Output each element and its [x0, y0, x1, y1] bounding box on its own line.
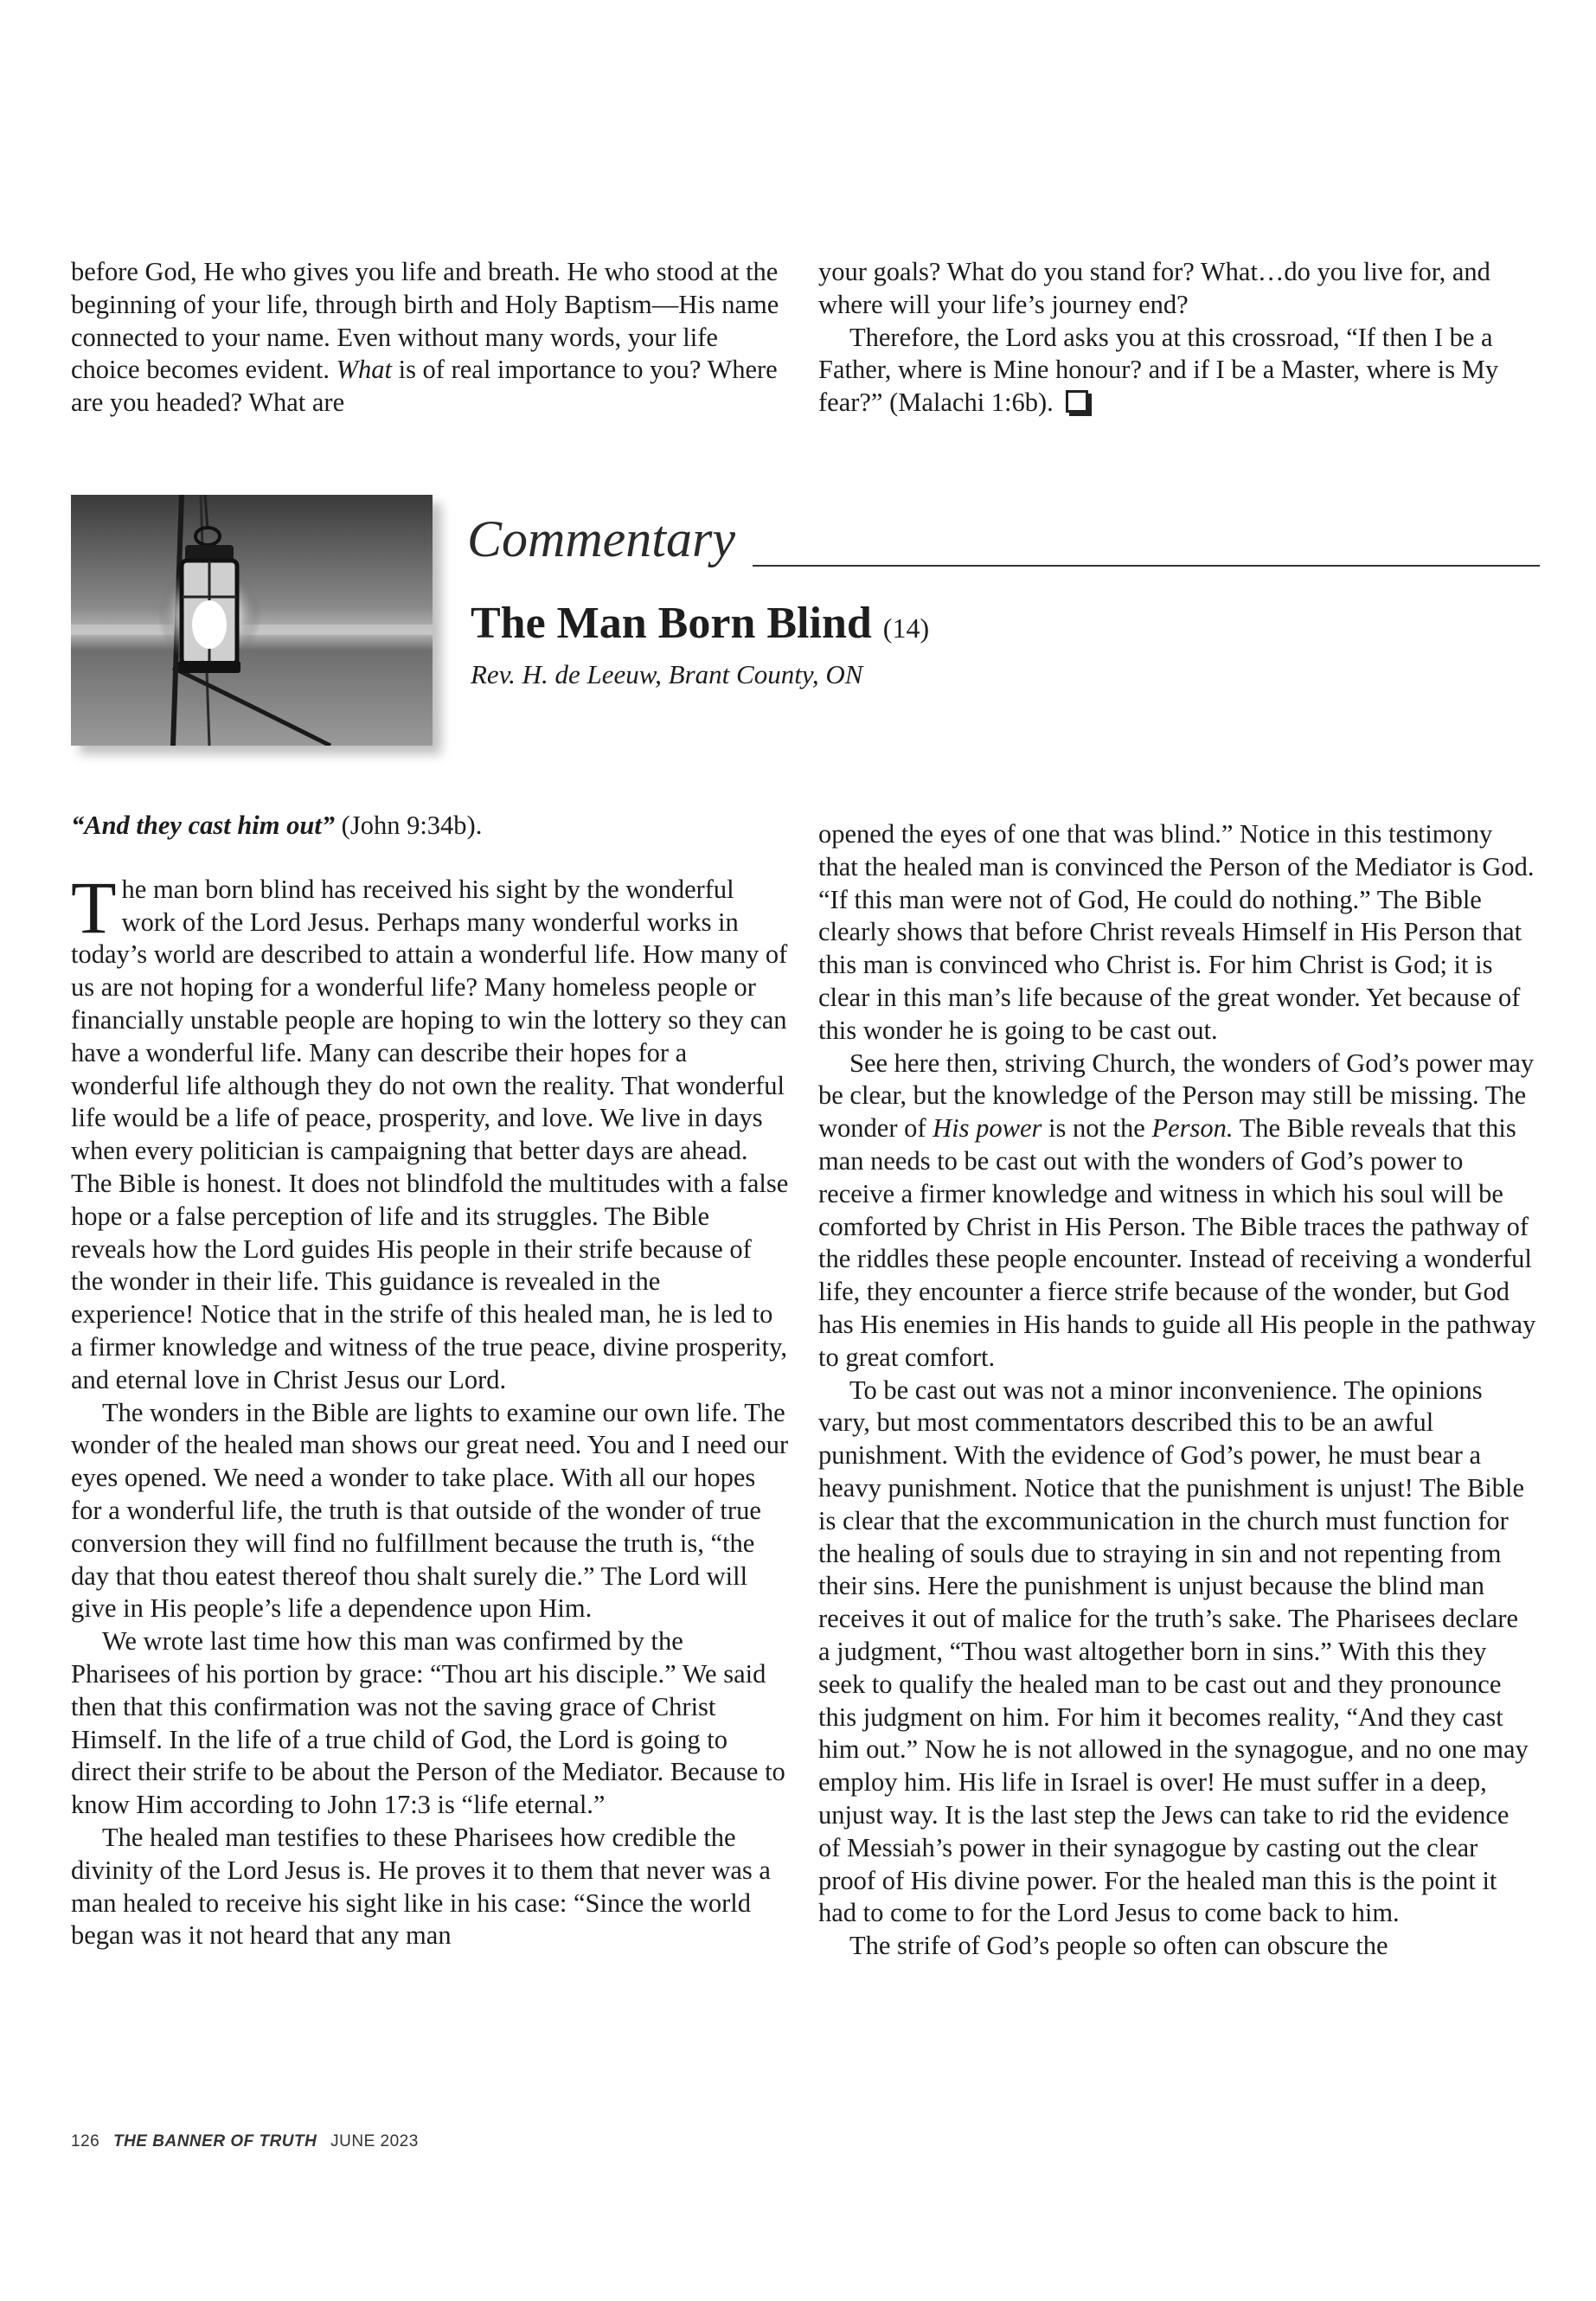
article-byline: Rev. H. de Leeuw, Brant County, ON	[471, 659, 863, 689]
article-paragraph: The healed man testifies to these Pharisees how credible the divinity of the Lord Jesus is. He proves it to them that never was a man healed to receive his sight like in his case: “Since the world began was it not heard that any man	[71, 1822, 771, 1951]
page-number: 126	[71, 2132, 100, 2150]
article-paragraph: The strife of God’s people so often can obscure the	[849, 1931, 1388, 1961]
article-paragraph: The wonders in the Bible are lights to examine our own life. The wonder of the healed man shows our great need. You and I need our eyes opened. We need a wonder to take place. With all our hopes for a wonderful life, the truth is that outside of the wonder of true conversion they will find no fulfillment because the truth is, “the day that thou eatest thereof thou shalt surely die.” The Lord will give in His people’s life a dependence upon Him.	[71, 1397, 789, 1624]
prev-article-paragraph: before God, He who gives you life and breath. He who stood at the beginning of your life, through birth and Holy Baptism—His name connected to your name. Even without many words, your life choice becomes evident. What is of real importance to you? Where are you headed? What are	[71, 257, 779, 418]
article-title	[471, 597, 929, 655]
article-right-column	[818, 818, 1536, 1963]
magazine-name: THE BANNER OF TRUTH	[112, 2132, 317, 2150]
verse-quote: “And they cast him out”	[71, 811, 336, 840]
section-label	[467, 509, 1540, 569]
section-rule	[753, 565, 1540, 567]
article-part-number: (14)	[882, 612, 930, 644]
article-paragraph: We wrote last time how this man was confirmed by the Pharisees of his portion by grace: “Thou art his disciple.” We said then that this confirmation was not the saving grace of Christ Himself. In the life of a true child of God, the Lord is going to direct their strife to be about the Person of the Mediator. Because to know Him according to John 17:3 is “life eternal.”	[71, 1626, 785, 1820]
end-of-article-icon	[1066, 390, 1088, 413]
lantern-photo	[71, 495, 433, 746]
issue-date: JUNE 2023	[330, 2132, 419, 2150]
scripture-verse	[71, 810, 789, 843]
article-paragraph: The man born blind has received his sight by the wonderful work of the Lord Jesus. Perhaps many wonderful works in today’s world are described to attain a wonderful life. How many of us are not hoping for a wonderful life? Many homeless people or financially unstable people are hoping to win the lottery so they can have a wonderful life. Many can describe their hopes for a wonderful life although they do not own the reality. That wonderful life would be a life of peace, prosperity, and love. We live in days when every politician is campaigning that better days are ahead. The Bible is honest. It does not blindfold the multitudes with a false hope or a false perception of life and its struggles. The Bible reveals how the Lord guides His people in their strife because of the wonder in their life. This guidance is revealed in the experience! Notice that in the strife of this healed man, he is led to a firmer knowledge and witness of the true peace, divine prosperity, and eternal love in Christ Jesus our Lord.	[71, 865, 789, 1394]
article-left-column	[71, 810, 789, 1952]
section-label-text: Commentary	[467, 510, 740, 567]
emphasis-person: Person.	[1151, 1113, 1234, 1144]
prev-article-right-column	[818, 256, 1536, 420]
prev-article-closing-paragraph: Therefore, the Lord asks you at this crossroad, “If then I be a Father, where is Mine honour? and if I be a Master, where is My fear?” (Malachi 1:6b).	[818, 322, 1499, 418]
emphasis-his-power: His power	[933, 1113, 1042, 1144]
drop-cap: T	[71, 865, 117, 949]
article-paragraph: To be cast out was not a minor inconvenience. The opinions vary, but most commentators described this to be an awful punishment. With the evidence of God’s power, he must bear a heavy punishment. Notice that the punishment is unjust! The Bible is clear that the excommunication in the church must function for the healing of souls due to straying in sin and not repenting from their sins. Here the punishment is unjust because the blind man receives it out of malice for the truth’s sake. The Pharisees declare a judgment, “Thou wast altogether born in sins.” With this they seek to qualify the healed man to be cast out and they pronounce this judgment on him. For him it becomes reality, “And they cast him out.” Now he is not allowed in the synagogue, and no one may employ him. His life in Israel is over! He must suffer in a deep, unjust way. It is the last step the Jews can take to rid the evidence of Messiah’s power in their synagogue by casting out the clear proof of His divine power. For the healed man this is the point it had to come to for the Lord Jesus to come back to him.	[818, 1375, 1529, 1928]
page-footer	[71, 2132, 419, 2151]
emphasis-what: What	[336, 355, 392, 385]
prev-article-left-column	[71, 256, 789, 420]
verse-reference: (John 9:34b).	[341, 811, 483, 840]
article-paragraph: opened the eyes of one that was blind.” Notice in this testimony that the healed man is convinced the Person of the Mediator is God. “If this man were not of God, He could do nothing.” The Bible clearly shows that before Christ reveals Himself in His Person that this man is convinced who Christ is. For him Christ is God; it is clear in this man’s life because of the great wonder. Yet because of this wonder he is going to be cast out.	[818, 819, 1535, 1045]
prev-article-paragraph: your goals? What do you stand for? What…do you live for, and where will your life’s journey end?	[818, 257, 1490, 319]
article-paragraph: See here then, striving Church, the wonders of God’s power may be clear, but the knowledge of the Person may still be missing. The wonder of His power is not the Person. The Bible reveals that this man needs to be cast out with the wonders of God’s power to receive a firmer knowledge and witness in which his soul will be comforted by Christ in His Person. The Bible traces the pathway of the riddles these people encounter. Instead of receiving a wonderful life, they encounter a fierce strife because of the wonder, but God has His enemies in His hands to guide all His people in the pathway to great comfort.	[818, 1048, 1536, 1372]
article-title-text: The Man Born Blind	[471, 599, 872, 648]
